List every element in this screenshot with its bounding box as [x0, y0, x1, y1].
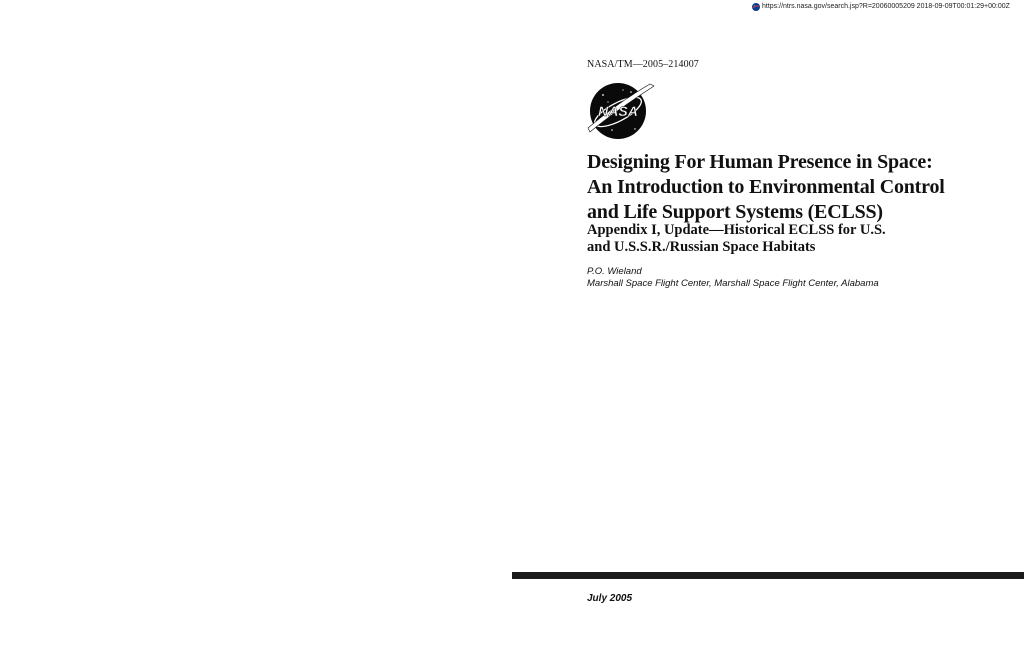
document-subtitle	[587, 222, 1017, 256]
report-number: NASA/TM—2005–214007	[587, 59, 699, 70]
author-name: P.O. Wieland	[587, 266, 642, 277]
author-block	[587, 266, 879, 290]
source-url-stamp	[752, 1, 1010, 12]
nasa-logo-wordmark: NASA	[598, 103, 638, 119]
subtitle-line-1: Appendix I, Update—Historical ECLSS for U.S.	[587, 222, 886, 238]
nasa-meatball-icon	[752, 3, 760, 11]
author-affiliation: Marshall Space Flight Center, Marshall Space Flight Center, Alabama	[587, 278, 879, 289]
nasa-meatball-logo	[586, 82, 656, 140]
title-line-2: An Introduction to Environmental Control	[587, 176, 945, 198]
publication-date: July 2005	[587, 593, 633, 604]
source-url-text: https://ntrs.nasa.gov/search.jsp?R=20060005209 2018-09-09T00:01:29+00:00Z	[762, 3, 1010, 10]
document-title	[587, 150, 1017, 225]
title-line-3: and Life Support Systems (ECLSS)	[587, 201, 883, 223]
title-line-1: Designing For Human Presence in Space:	[587, 151, 933, 173]
subtitle-line-2: and U.S.S.R./Russian Space Habitats	[587, 239, 816, 255]
cover-rule	[512, 572, 1024, 579]
